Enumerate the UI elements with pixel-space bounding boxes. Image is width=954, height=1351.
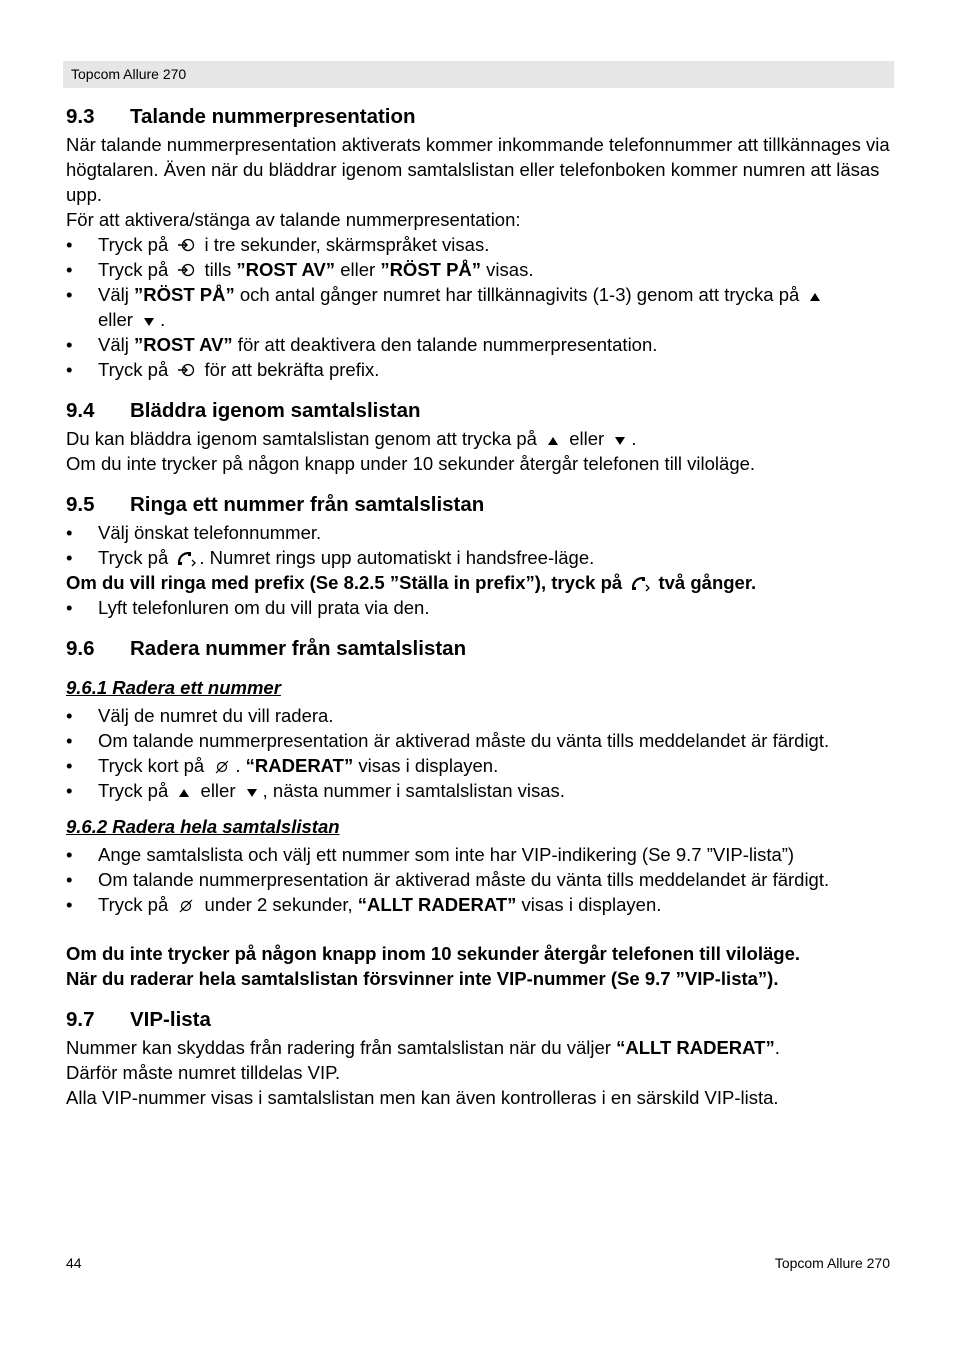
section-number: 9.5 bbox=[66, 493, 95, 516]
subsection-heading-9-6-1: 9.6.1 Radera ett nummer bbox=[66, 677, 281, 698]
list-item: • Lyft telefonluren om du vill prata via den. bbox=[66, 595, 890, 620]
list-item: • Tryck på under 2 sekunder, “ALLT RADERAT” visas i displayen. bbox=[66, 892, 890, 917]
arrow-down-icon bbox=[243, 785, 261, 799]
bullet-list bbox=[66, 703, 890, 803]
paragraph: Du kan bläddra igenom samtalslistan genom att trycka på eller . bbox=[66, 428, 637, 449]
header-title: Topcom Allure 270 bbox=[71, 66, 187, 82]
section-heading-9-3 bbox=[66, 102, 890, 132]
paragraph: Därför måste numret tilldelas VIP. bbox=[66, 1062, 341, 1083]
list-item: • Tryck på i tre sekunder, skärmspråket visas. bbox=[66, 232, 890, 257]
list-item: • Välj ”ROST AV” för att deaktivera den talande nummerpresentation. bbox=[66, 332, 890, 357]
menu-enter-icon bbox=[175, 261, 197, 279]
paragraph: Om du inte trycker på någon knapp under 10 sekunder återgår telefonen till viloläge. bbox=[66, 453, 756, 474]
list-item: • Tryck på eller , nästa nummer i samtalslistan visas. bbox=[66, 778, 890, 803]
list-item: • Välj de numret du vill radera. bbox=[66, 703, 890, 728]
arrow-up-icon bbox=[544, 433, 562, 447]
section-heading-9-5 bbox=[66, 490, 890, 520]
section-heading-9-4 bbox=[66, 396, 890, 426]
list-item: • Tryck på . Numret rings upp automatiskt i handsfree-läge. bbox=[66, 545, 890, 570]
list-item: • Tryck på för att bekräfta prefix. bbox=[66, 357, 890, 382]
list-item: • Om talande nummerpresentation är aktiverad måste du vänta tills meddelandet är färdigt. bbox=[66, 728, 890, 753]
list-item: • Ange samtalslista och välj ett nummer som inte har VIP-indikering (Se 9.7 ”VIP-lista”) bbox=[66, 842, 890, 867]
bold-note: Om du inte trycker på någon knapp inom 10 sekunder återgår telefonen till viloläge. bbox=[66, 943, 801, 964]
section-title: VIP-lista bbox=[130, 1008, 211, 1031]
paragraph: Alla VIP-nummer visas i samtalslistan men kan även kontrolleras i en särskild VIP-lista. bbox=[66, 1087, 779, 1108]
list-item: • Tryck på tills ”ROST AV” eller ”RÖST PÅ” visas. bbox=[66, 257, 890, 282]
list-item: • Välj önskat telefonnummer. bbox=[66, 520, 890, 545]
page-content bbox=[66, 102, 890, 1110]
section-number: 9.4 bbox=[66, 399, 95, 422]
list-item: • Välj ”RÖST PÅ” och antal gånger numret har tillkännagivits (1-3) genom att trycka på eller . bbox=[66, 282, 890, 332]
bold-note: Om du vill ringa med prefix (Se 8.2.5 ”Ställa in prefix”), tryck på två gånger. bbox=[66, 572, 757, 593]
paragraph: När talande nummerpresentation aktiverats kommer inkommande telefonnummer att tillkännages via högtalaren. Även när du bläddrar igenom samtalslistan eller telefonboken kommer numren att läsas upp. bbox=[66, 134, 890, 205]
section-heading-9-6 bbox=[66, 634, 890, 664]
paragraph: För att aktivera/stänga av talande nummerpresentation: bbox=[66, 209, 521, 230]
page-header bbox=[63, 61, 894, 88]
phone-call-icon bbox=[175, 549, 197, 567]
section-number: 9.6 bbox=[66, 637, 95, 660]
section-title: Bläddra igenom samtalslistan bbox=[130, 399, 421, 422]
section-title: Ringa ett nummer från samtalslistan bbox=[130, 493, 485, 516]
paragraph: Nummer kan skyddas från radering från samtalslistan när du väljer “ALLT RADERAT”. bbox=[66, 1037, 780, 1058]
bold-note: När du raderar hela samtalslistan försvinner inte VIP-nummer (Se 9.7 ”VIP-lista”). bbox=[66, 968, 779, 989]
list-item: • Om talande nummerpresentation är aktiverad måste du vänta tills meddelandet är färdigt. bbox=[66, 867, 890, 892]
bullet-list bbox=[66, 520, 890, 570]
section-number: 9.7 bbox=[66, 1008, 95, 1031]
bullet-list bbox=[66, 842, 890, 917]
subsection-heading-9-6-2: 9.6.2 Radera hela samtalslistan bbox=[66, 816, 340, 837]
arrow-down-icon bbox=[140, 314, 158, 328]
menu-enter-icon bbox=[175, 236, 197, 254]
section-number: 9.3 bbox=[66, 105, 95, 128]
bullet-list bbox=[66, 595, 890, 620]
phone-call-icon bbox=[629, 574, 651, 592]
delete-icon bbox=[175, 896, 197, 914]
list-item: • Tryck kort på . “RADERAT” visas i displayen. bbox=[66, 753, 890, 778]
arrow-up-icon bbox=[175, 785, 193, 799]
page-number: 44 bbox=[66, 1255, 82, 1271]
section-title: Radera nummer från samtalslistan bbox=[130, 637, 467, 660]
arrow-down-icon bbox=[611, 433, 629, 447]
footer-title: Topcom Allure 270 bbox=[774, 1255, 890, 1271]
arrow-up-icon bbox=[806, 289, 824, 303]
section-heading-9-7 bbox=[66, 1005, 890, 1035]
section-title: Talande nummerpresentation bbox=[130, 105, 416, 128]
menu-enter-icon bbox=[175, 361, 197, 379]
bullet-list bbox=[66, 232, 890, 382]
delete-icon bbox=[211, 757, 233, 775]
